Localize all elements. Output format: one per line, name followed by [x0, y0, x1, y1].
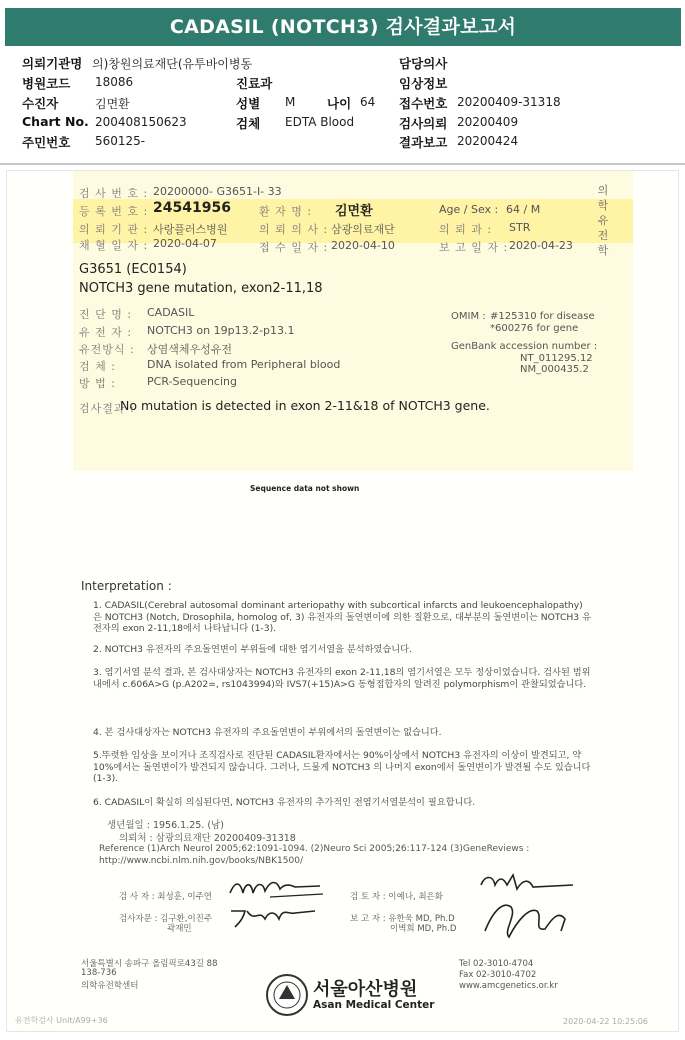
- inherit-label: 유전방식 :: [79, 343, 135, 356]
- test-no-label: 검 사 번 호 :: [79, 187, 149, 200]
- age-sex-label: Age / Sex :: [439, 203, 499, 216]
- rrn-value: 560125-: [95, 134, 146, 148]
- fax: Fax 02-3010-4702: [459, 970, 537, 980]
- interpretation-para-5: 5.뚜렷한 임상을 보이거나 조직검사로 진단된 CADASIL환자에서는 90%이상에서 NOTCH3 유전자의 이상이 발견되고, 약 10%에서는 돌연변이가 발견되지 않습니다. 그러나, 드물게 NOTCH3 의 나머지 exon에서 돌연변이가 발견될 수도 있습니다 (1-3).: [93, 750, 591, 784]
- tester-signature: [225, 873, 325, 903]
- omim-disease: #125310 for disease: [490, 311, 595, 322]
- omim-label: OMIM :: [451, 311, 486, 322]
- patient-info-panel: [0, 48, 685, 166]
- req-inst-label: 의 뢰 기 관 :: [79, 223, 149, 236]
- interpretation-para-2: 2. NOTCH3 유전자의 주요돌연변이 부위들에 대한 염기서열을 분석하였습니다.: [93, 644, 412, 655]
- tel: Tel 02-3010-4704: [459, 959, 534, 969]
- institution-value: 의)창원의료재단(유투바이병동: [92, 57, 253, 71]
- tester2-signature: [225, 901, 325, 931]
- receive-label: 접 수 일 자 :: [259, 241, 329, 254]
- clinical-info-label: 임상정보: [399, 76, 448, 91]
- specimen-value: EDTA Blood: [285, 115, 355, 129]
- receipt-no-label: 접수번호: [399, 96, 448, 111]
- report-date-value: 2020-04-23: [509, 239, 573, 252]
- inherit-value: 상염색체우성유전: [147, 343, 233, 356]
- report-title: CADASIL (NOTCH3) 검사결과보고서: [5, 8, 681, 46]
- sex-value: M: [285, 95, 296, 109]
- department-label: 진료과: [236, 76, 273, 91]
- interpretation-para-6: 6. CADASIL이 확실히 의심된다면, NOTCH3 유전자의 추가적인 전염기서열분석이 필요합니다.: [93, 797, 476, 808]
- divider: [0, 163, 685, 165]
- tester2-sub: 곽재민: [167, 924, 192, 934]
- interpretation-title: Interpretation :: [81, 579, 172, 593]
- req-doctor-value: 삼광의료재단: [331, 223, 395, 236]
- age-sex-value: 64 / M: [506, 203, 541, 216]
- test-code: G3651 (EC0154): [79, 262, 187, 277]
- chart-label: Chart No.: [22, 114, 89, 129]
- sex-label: 성별: [236, 96, 261, 111]
- interpretation-para-1: 1. CADASIL(Cerebral autosomal dominant arteriopathy with subcortical infarcts and leukoencephalopathy)은 NOTCH3 (Notch, Drosophila, homolog of, 3) 유전자의 돌연변이에 의한 질환으로, 대부분의 돌연변이는 NOTCH3 유전자의 exon 2-11,18에서 나타납니다 (1-3).: [93, 600, 591, 634]
- requester-line: 의뢰처 : 삼광의료재단 20200409-31318: [119, 833, 296, 844]
- address-1: 서울특별시 송파구 올림픽로43길 88: [81, 959, 218, 969]
- req-dept-value: STR: [509, 221, 531, 234]
- request-date-label: 검사의뢰: [399, 116, 448, 131]
- genbank-label: GenBank accession number :: [451, 341, 598, 352]
- result-label: 검사결과 :: [79, 402, 135, 415]
- dept-vertical-label: 의 학 유 전 학: [597, 184, 609, 257]
- rrn-label: 주민번호: [22, 135, 71, 150]
- specimen-label: 검체: [236, 116, 261, 131]
- method-label: 방 법 :: [79, 377, 116, 390]
- result-value: No mutation is detected in exon 2-11&18 of NOTCH3 gene.: [120, 398, 490, 413]
- reg-no-label: 등 록 번 호 :: [79, 205, 149, 218]
- hospital-name-en: Asan Medical Center: [313, 999, 435, 1011]
- method-value: PCR-Sequencing: [147, 375, 237, 388]
- receipt-no-value: 20200409-31318: [457, 95, 561, 109]
- genbank-2: NM_000435.2: [520, 364, 589, 375]
- reviewer-signature: [473, 871, 583, 946]
- req-dept-label: 의 뢰 과 :: [439, 223, 493, 236]
- address-2: 138-736: [81, 968, 117, 978]
- tester2-label: 검사자문 : 김구환,이진주: [119, 914, 213, 924]
- reference-url: http://www.ncbi.nlm.nih.gov/books/NBK1500/: [99, 856, 303, 866]
- patient-name-value: 김면환: [335, 204, 373, 219]
- hospital-name-ko: 서울아산병원: [313, 979, 418, 1000]
- patient-name-label: 환 자 명 :: [259, 205, 313, 218]
- gene-label: 유 전 자 :: [79, 326, 133, 339]
- hospital-logo-icon: [265, 973, 309, 1017]
- reference-line: Reference (1)Arch Neurol 2005;62:1091-1094. (2)Neuro Sci 2005;26:117-124 (3)GeneReviews :: [99, 844, 530, 854]
- hospital-code-value: 18086: [95, 75, 134, 89]
- reporter-sub: 이벽희 MD, Ph.D: [390, 924, 457, 934]
- receive-value: 2020-04-10: [331, 239, 395, 252]
- chart-value: 200408150623: [95, 115, 187, 129]
- tester-label: 검 사 자 : 최성훈, 이주연: [119, 892, 212, 902]
- report-date-value: 20200424: [457, 134, 519, 148]
- doctor-label: 담당의사: [399, 56, 448, 71]
- age-value: 64: [360, 95, 376, 109]
- website: www.amcgenetics.or.kr: [459, 981, 558, 991]
- reg-no-value: 24541956: [153, 200, 231, 216]
- dx-label: 진 단 명 :: [79, 308, 133, 321]
- collect-value: 2020-04-07: [153, 237, 217, 250]
- specimen-value: DNA isolated from Peripheral blood: [147, 358, 341, 371]
- interpretation-para-3: 3. 염기서열 분석 결과, 본 검사대상자는 NOTCH3 유전자의 exon 2-11,18의 염기서열은 모두 정상이었습니다. 검사된 범위내에서 c.606A>G (p.A202=, rs1043994)와 IVS7(+15)A>G 동형접합자의 알려진 polymorphism이 관찰되었습니다.: [93, 667, 591, 690]
- footer-unit: 유전학검사 Unit/A99+36: [15, 1016, 108, 1025]
- address-3: 의학유전학센터: [81, 981, 139, 991]
- scanned-report: [6, 170, 679, 1032]
- request-date-value: 20200409: [457, 115, 519, 129]
- test-title: NOTCH3 gene mutation, exon2-11,18: [79, 281, 323, 296]
- hospital-code-label: 병원코드: [22, 76, 71, 91]
- req-doctor-label: 의 뢰 의 사 :: [259, 223, 329, 236]
- report-date-label: 보 고 일 자 :: [439, 241, 509, 254]
- genbank-1: NT_011295.12: [520, 353, 593, 364]
- collect-label: 채 혈 일 자 :: [79, 239, 149, 252]
- test-no-value: 20200000- G3651-I- 33: [153, 185, 282, 198]
- patient-label: 수진자: [22, 96, 59, 111]
- report-date-label: 결과보고: [399, 135, 448, 150]
- footer-timestamp: 2020-04-22 10:25:06: [563, 1017, 648, 1026]
- dx-value: CADASIL: [147, 306, 195, 319]
- specimen-label: 검 체 :: [79, 360, 116, 373]
- reviewer-label: 검 토 자 : 이예나, 최은화: [350, 892, 443, 902]
- reporter-label: 보 고 자 : 유한욱 MD, Ph.D: [350, 914, 455, 924]
- age-label: 나이: [327, 96, 352, 111]
- interpretation-para-4: 4. 본 검사대상자는 NOTCH3 유전자의 주요돌연변이 부위에서의 돌연변이는 없습니다.: [93, 727, 442, 738]
- sequence-note: Sequence data not shown: [250, 484, 360, 493]
- institution-label: 의뢰기관명: [22, 56, 83, 71]
- gene-value: NOTCH3 on 19p13.2-p13.1: [147, 324, 295, 337]
- birth-line: 생년월일 : 1956.1.25. (남): [107, 820, 224, 831]
- omim-gene: *600276 for gene: [490, 323, 579, 334]
- patient-value: 김면환: [95, 97, 130, 111]
- req-inst-value: 사랑플러스병원: [153, 223, 228, 236]
